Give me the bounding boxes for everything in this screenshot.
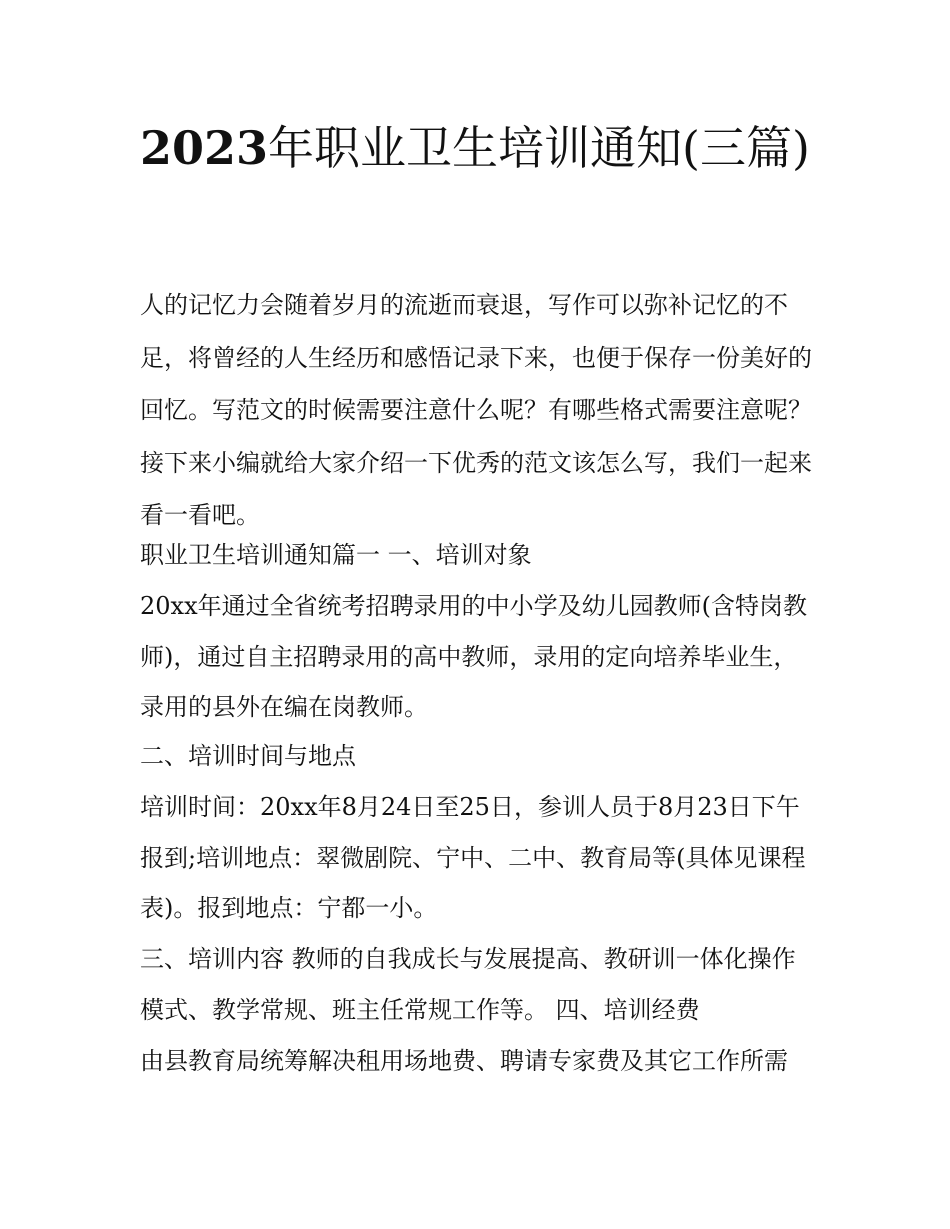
section1-heading: 职业卫生培训通知篇一 一、培训对象 bbox=[140, 541, 532, 569]
section2-heading: 二、培训时间与地点 bbox=[140, 742, 356, 770]
section4-body: 由县教育局统筹解决租用场地费、聘请专家费及其它工作所需 bbox=[140, 1047, 788, 1075]
intro-paragraph: 人的记忆力会随着岁月的流逝而衰退，写作可以弥补记忆的不足，将曾经的人生经历和感悟记录下来，也便于保存一份美好的回忆。写范文的时候需要注意什么呢？有哪些格式需要注意呢？接下来小编就给大家介绍一下优秀的范文该怎么写，我们一起来看一看吧。 bbox=[140, 291, 812, 529]
section2-body: 培训时间：20xx年8月24日至25日，参训人员于8月23日下午报到;培训地点：翠微剧院、宁中、二中、教育局等(具体见课程表)。报到地点：宁都一小。 bbox=[140, 793, 806, 922]
document-title bbox=[140, 112, 810, 184]
title-text: 年职业卫生培训通知(三篇) bbox=[268, 121, 810, 175]
section1-body: 20xx年通过全省统考招聘录用的中小学及幼儿园教师(含特岗教师)，通过自主招聘录用的高中教师，录用的定向培养毕业生，录用的县外在编在岗教师。 bbox=[140, 592, 807, 721]
section3-body: 三、培训内容 教师的自我成长与发展提高、教研训一体化操作模式、教学常规、班主任常规工作等。 四、培训经费 bbox=[140, 945, 796, 1024]
title-year: 2023 bbox=[140, 121, 269, 175]
